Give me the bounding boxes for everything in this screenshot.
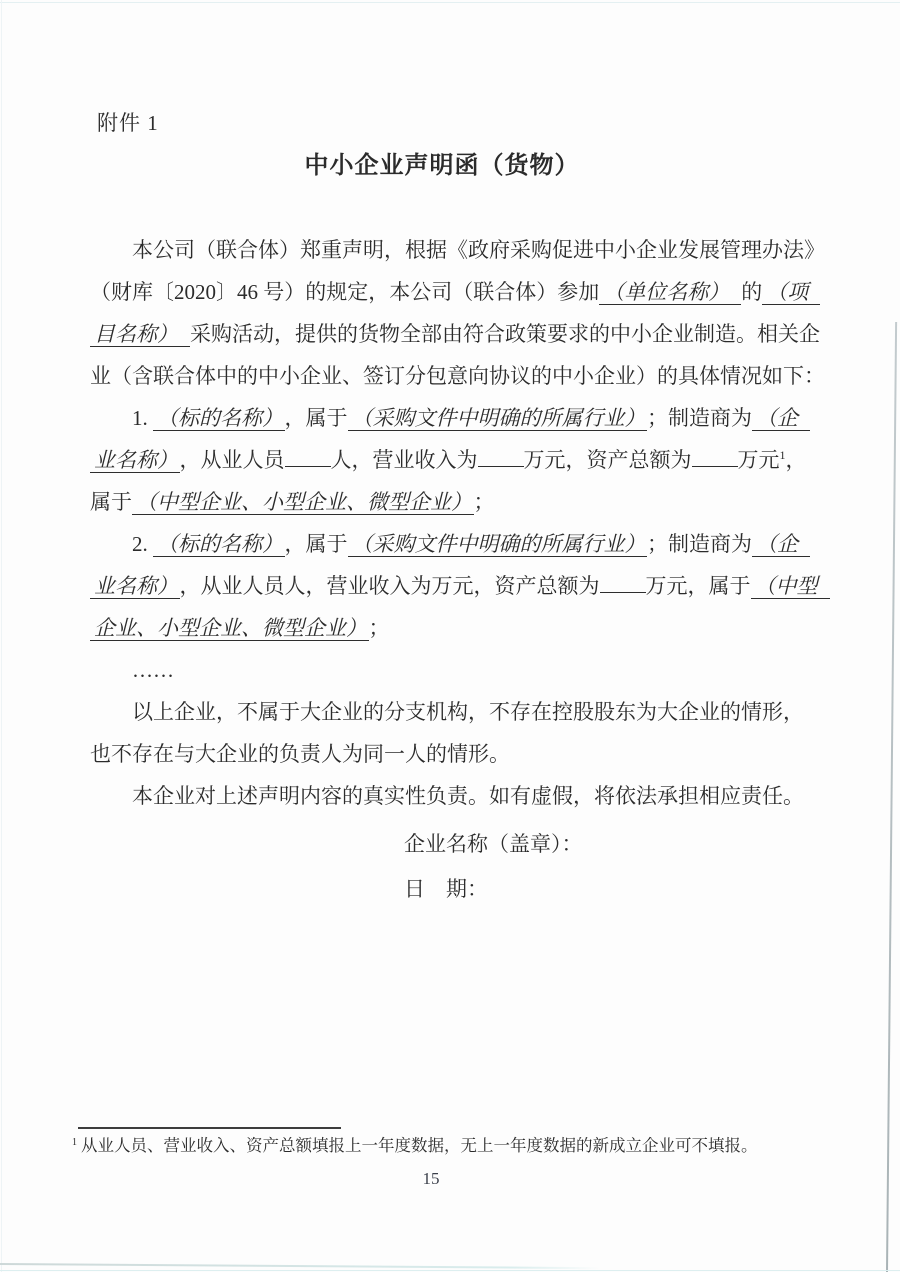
- text-segment: 本公司（联合体）郑重声明，根据《政府采购促进中小企业发展管理办法》: [132, 238, 825, 262]
- signature-date-line: 日 期：: [404, 877, 488, 901]
- placeholder-text: （中型企业、小型企业、微型企业）: [132, 490, 474, 515]
- text-segment: 业（含联合体中的中小企业、签订分包意向协议的中小企业）的具体情况如下：: [90, 364, 825, 388]
- blank-underline: [478, 443, 524, 467]
- placeholder-text: （单位名称）: [599, 280, 741, 305]
- body-line: [90, 775, 866, 817]
- body-text: [90, 229, 866, 817]
- placeholder-text: （中型: [751, 574, 830, 599]
- text-segment: ……: [132, 658, 174, 682]
- text-segment: ；: [368, 616, 390, 640]
- placeholder-text: （标的名称）: [153, 532, 285, 557]
- footnote-text: 从业人员、营业收入、资产总额填报上一年度数据，无上一年度数据的新成立企业可不填报。: [81, 1136, 758, 1155]
- body-line: [90, 439, 866, 481]
- blank-underline: [692, 443, 738, 467]
- blank-underline: [600, 569, 646, 593]
- body-line-item-2: [90, 523, 866, 565]
- footnote: [72, 1134, 862, 1158]
- scan-edge-artifact-bottom-2: [0, 1270, 900, 1271]
- placeholder-text: （企: [752, 532, 810, 557]
- body-line: [90, 691, 866, 733]
- body-line: [90, 733, 866, 775]
- text-segment: （财库〔2020〕46 号）的规定，本公司（联合体）参加: [90, 280, 600, 304]
- body-line: [90, 313, 866, 355]
- text-segment: 1.: [132, 406, 153, 430]
- footnote-marker: 1: [72, 1136, 77, 1148]
- ellipsis-line: [90, 649, 866, 691]
- text-segment: ，属于: [284, 406, 348, 430]
- text-segment: ；制造商为: [647, 406, 752, 430]
- placeholder-text: 业名称）: [90, 574, 180, 599]
- text-segment: 万元，属于: [645, 574, 751, 598]
- placeholder-text: （企: [752, 406, 810, 431]
- blank-underline: [285, 443, 331, 467]
- text-segment: ；: [473, 490, 495, 514]
- text-segment: ，属于: [284, 532, 348, 556]
- body-line: [90, 565, 866, 607]
- placeholder-text: 业名称）: [90, 448, 180, 473]
- body-line: [90, 229, 866, 271]
- text-segment: 人，营业收入为: [330, 448, 478, 472]
- text-segment: 2.: [132, 532, 153, 556]
- placeholder-text: （采购文件中明确的所属行业）: [348, 532, 648, 557]
- text-segment: 以上企业，不属于大企业的分支机构，不存在控股股东为大企业的情形，: [132, 700, 804, 724]
- placeholder-text: （项: [762, 280, 820, 305]
- scan-edge-left: [1, 0, 2, 1272]
- scan-edge-top: [0, 2, 900, 3]
- text-segment: ，从业人员人，营业收入为万元，资产总额为: [179, 574, 600, 598]
- text-segment: ；制造商为: [647, 532, 752, 556]
- placeholder-text: 企业、小型企业、微型企业）: [90, 616, 369, 641]
- text-segment: 属于: [90, 490, 132, 514]
- text-segment: 也不存在与大企业的负责人为同一人的情形。: [90, 742, 510, 766]
- signature-block: [404, 822, 583, 912]
- body-line: [90, 481, 866, 523]
- footnote-separator: [78, 1127, 341, 1129]
- text-segment: ，从业人员: [179, 448, 285, 472]
- text-segment: 本企业对上述声明内容的真实性负责。如有虚假，将依法承担相应责任。: [132, 784, 804, 808]
- text-segment: 的: [741, 280, 763, 304]
- placeholder-text: （标的名称）: [153, 406, 285, 431]
- body-line: [90, 355, 866, 397]
- footnote-ref: 1: [779, 448, 786, 462]
- text-segment: 万元: [737, 448, 780, 472]
- text-segment: 万元，资产总额为: [523, 448, 692, 472]
- placeholder-text: （采购文件中明确的所属行业）: [348, 406, 648, 431]
- page-number: 15: [422, 1169, 440, 1188]
- body-line: [90, 607, 866, 649]
- attachment-label: 附件 1: [97, 111, 159, 135]
- text-segment: 采购活动，提供的货物全部由符合政策要求的中小企业制造。相关企: [190, 322, 820, 346]
- signature-company-line: 企业名称（盖章）：: [404, 832, 583, 856]
- document-title: 中小企业声明函（货物）: [304, 153, 580, 179]
- placeholder-text: 目名称）: [90, 322, 190, 347]
- body-line-item-1: [90, 397, 866, 439]
- body-line: [90, 271, 866, 313]
- text-segment: ，: [785, 448, 807, 472]
